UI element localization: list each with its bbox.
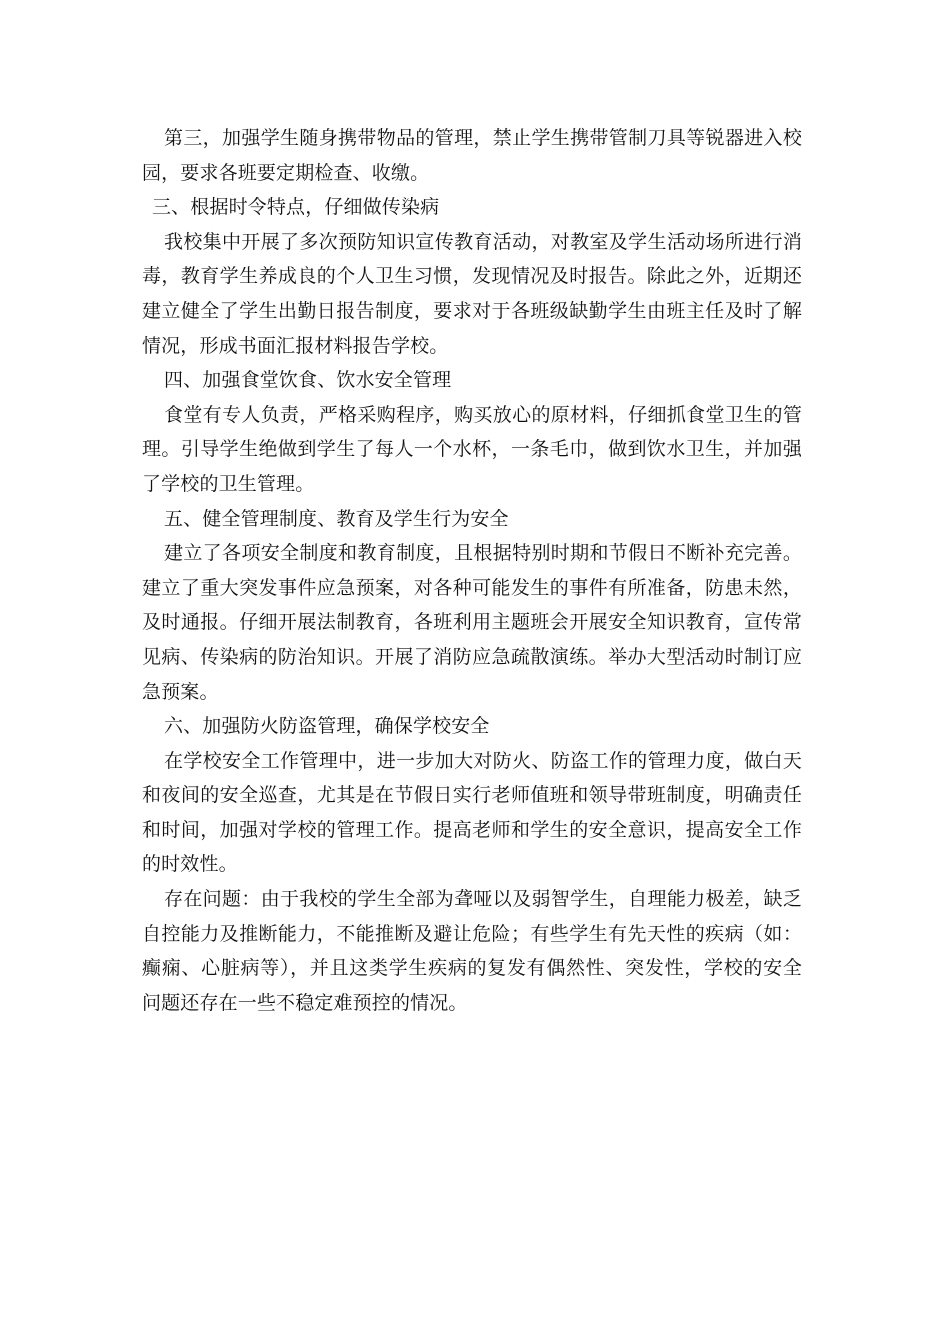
section-heading-three: 三、根据时令特点，仔细做传染病: [152, 196, 440, 219]
section-heading-six: 六、加强防火防盗管理，确保学校安全: [164, 715, 490, 738]
paragraph-disease-prevention: 我校集中开展了多次预防知识宣传教育活动，对教室及学生活动场所进行消毒，教育学生养成良的个人卫生习惯，发现情况及时报告。除此之外，近期还建立健全了学生出勤日报告制度，要求对于各班级缺勤学生由班主任及时了解情况，形成书面汇报材料报告学校。: [142, 230, 802, 357]
paragraph-safety-systems: 建立了各项安全制度和教育制度，且根据特别时期和节假日不断补充完善。建立了重大突发事件应急预案，对各种可能发生的事件有所准备，防患未然，及时通报。仔细开展法制教育，各班利用主题班会开展安全知识教育，宣传常见病、传染病的防治知识。开展了消防应急疏散演练。举办大型活动时制订应急预案。: [142, 542, 802, 703]
paragraph-carried-items: 第三，加强学生随身携带物品的管理，禁止学生携带管制刀具等锐器进入校园，要求各班要定期检查、收缴。: [142, 127, 802, 184]
paragraph-canteen-safety: 食堂有专人负责，严格采购程序，购买放心的原材料，仔细抓食堂卫生的管理。引导学生绝做到学生了每人一个水杯，一条毛巾，做到饮水卫生，并加强了学校的卫生管理。: [142, 403, 802, 495]
section-heading-five: 五、健全管理制度、教育及学生行为安全: [164, 507, 509, 530]
section-heading-four: 四、加强食堂饮食、饮水安全管理: [164, 369, 452, 392]
document-page: [142, 121, 802, 1020]
paragraph-existing-problems: 存在问题：由于我校的学生全部为聋哑以及弱智学生，自理能力极差，缺乏自控能力及推断能力，不能推断及避让危险；有些学生有先天性的疾病（如：癫痫、心脏病等），并且这类学生疾病的复发有偶然性、突发性，学校的安全问题还存在一些不稳定难预控的情况。: [142, 888, 802, 1014]
paragraph-fire-theft-prevention: 在学校安全工作管理中，进一步加大对防火、防盗工作的管理力度，做白天和夜间的安全巡查，尤其是在节假日实行老师值班和领导带班制度，明确责任和时间，加强对学校的管理工作。提高老师和学生的安全意识，提高安全工作的时效性。: [142, 749, 802, 876]
